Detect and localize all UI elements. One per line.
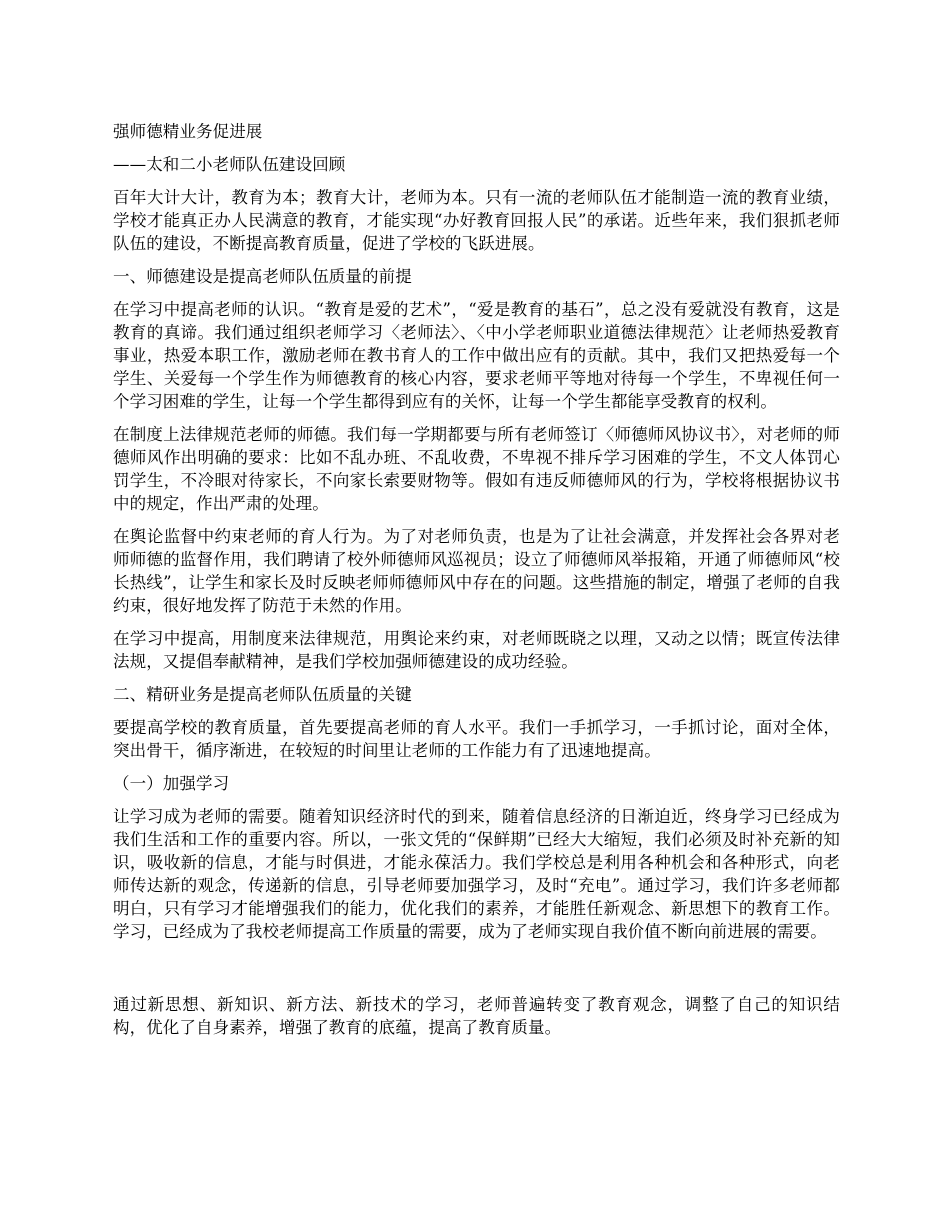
paragraph-experience: 在学习中提高，用制度来法律规范，用舆论来约束，对老师既晓之以理，又动之以情；既宣传法律法规，又提倡奉献精神，是我们学校加强师德建设的成功经验。 xyxy=(113,629,840,671)
section-heading-1: 一、师德建设是提高老师队伍质量的前提 xyxy=(113,267,412,286)
section-heading-2: 二、精研业务是提高老师队伍质量的关键 xyxy=(113,685,412,704)
paragraph-study: 在学习中提高老师的认识。“教育是爱的艺术”，“爱是教育的基石”，总之没有爱就没有教育，这是教育的真谛。我们通过组织老师学习〈老师法〉、〈中小学老师职业道德法律规范〉让老师热爱教育事业，热爱本职工作，激励老师在教书育人的工作中做出应有的贡献。其中，我们又把热爱每一个学生、关爱每一个学生作为师德教育的核心内容，要求老师平等地对待每一个学生，不卑视任何一个学习困难的学生，让每一个学生都得到应有的关怀，让每一个学生都能享受教育的权利。 xyxy=(113,300,840,411)
subsection-heading-1: （一）加强学习 xyxy=(113,774,230,793)
paragraph-system: 在制度上法律规范老师的师德。我们每一学期都要与所有老师签订〈师德师风协议书〉，对老师的师德师风作出明确的要求：比如不乱办班、不乱收费，不卑视不排斥学习困难的学生，不文人体罚心罚学生，不冷眼对待家长，不向家长索要财物等。假如有违反师德师风的行为，学校将根据协议书中的规定，作出严肃的处理。 xyxy=(113,425,840,513)
document-page xyxy=(113,120,840,1039)
paragraph-supervision: 在舆论监督中约束老师的育人行为。为了对老师负责，也是为了让社会满意，并发挥社会各界对老师师德的监督作用，我们聘请了校外师德师风巡视员；设立了师德师风举报箱，开通了师德师风“校长热线”，让学生和家长及时反映老师师德师风中存在的问题。这些措施的制定，增强了老师的自我约束，很好地发挥了防范于未然的作用。 xyxy=(113,527,840,615)
document-title: 强师德精业务促进展 xyxy=(113,122,263,141)
paragraph-quality: 要提高学校的教育质量，首先要提高老师的育人水平。我们一手抓学习，一手抓讨论，面对全体，突出骨干，循序渐进，在较短的时间里让老师的工作能力有了迅速地提高。 xyxy=(113,718,840,760)
paragraph-conclusion: 通过新思想、新知识、新方法、新技术的学习，老师普遍转变了教育观念，调整了自己的知识结构，优化了自身素养，增强了教育的底蕴，提高了教育质量。 xyxy=(113,995,840,1037)
blank-spacer xyxy=(113,943,840,983)
paragraph-intro: 百年大计大计，教育为本；教育大计，老师为本。只有一流的老师队伍才能制造一流的教育业绩，学校才能真正办人民满意的教育，才能实现“办好教育回报人民”的承诺。近些年来，我们狠抓老师队伍的建设，不断提高教育质量，促进了学校的飞跃进展。 xyxy=(113,188,840,253)
paragraph-learning: 让学习成为老师的需要。随着知识经济时代的到来，随着信息经济的日渐迫近，终身学习已经成为我们生活和工作的重要内容。所以，一张文凭的“保鲜期”已经大大缩短，我们必须及时补充新的知识，吸收新的信息，才能与时俱进，才能永葆活力。我们学校总是利用各种机会和各种形式，向老师传达新的观念，传递新的信息，引导老师要加强学习，及时“充电”。通过学习，我们许多老师都明白，只有学习才能增强我们的能力，优化我们的素养，才能胜任新观念、新思想下的教育工作。学习，已经成为了我校老师提高工作质量的需要，成为了老师实现自我价值不断向前进展的需要。 xyxy=(113,807,840,941)
document-subtitle: ——太和二小老师队伍建设回顾 xyxy=(113,155,346,174)
